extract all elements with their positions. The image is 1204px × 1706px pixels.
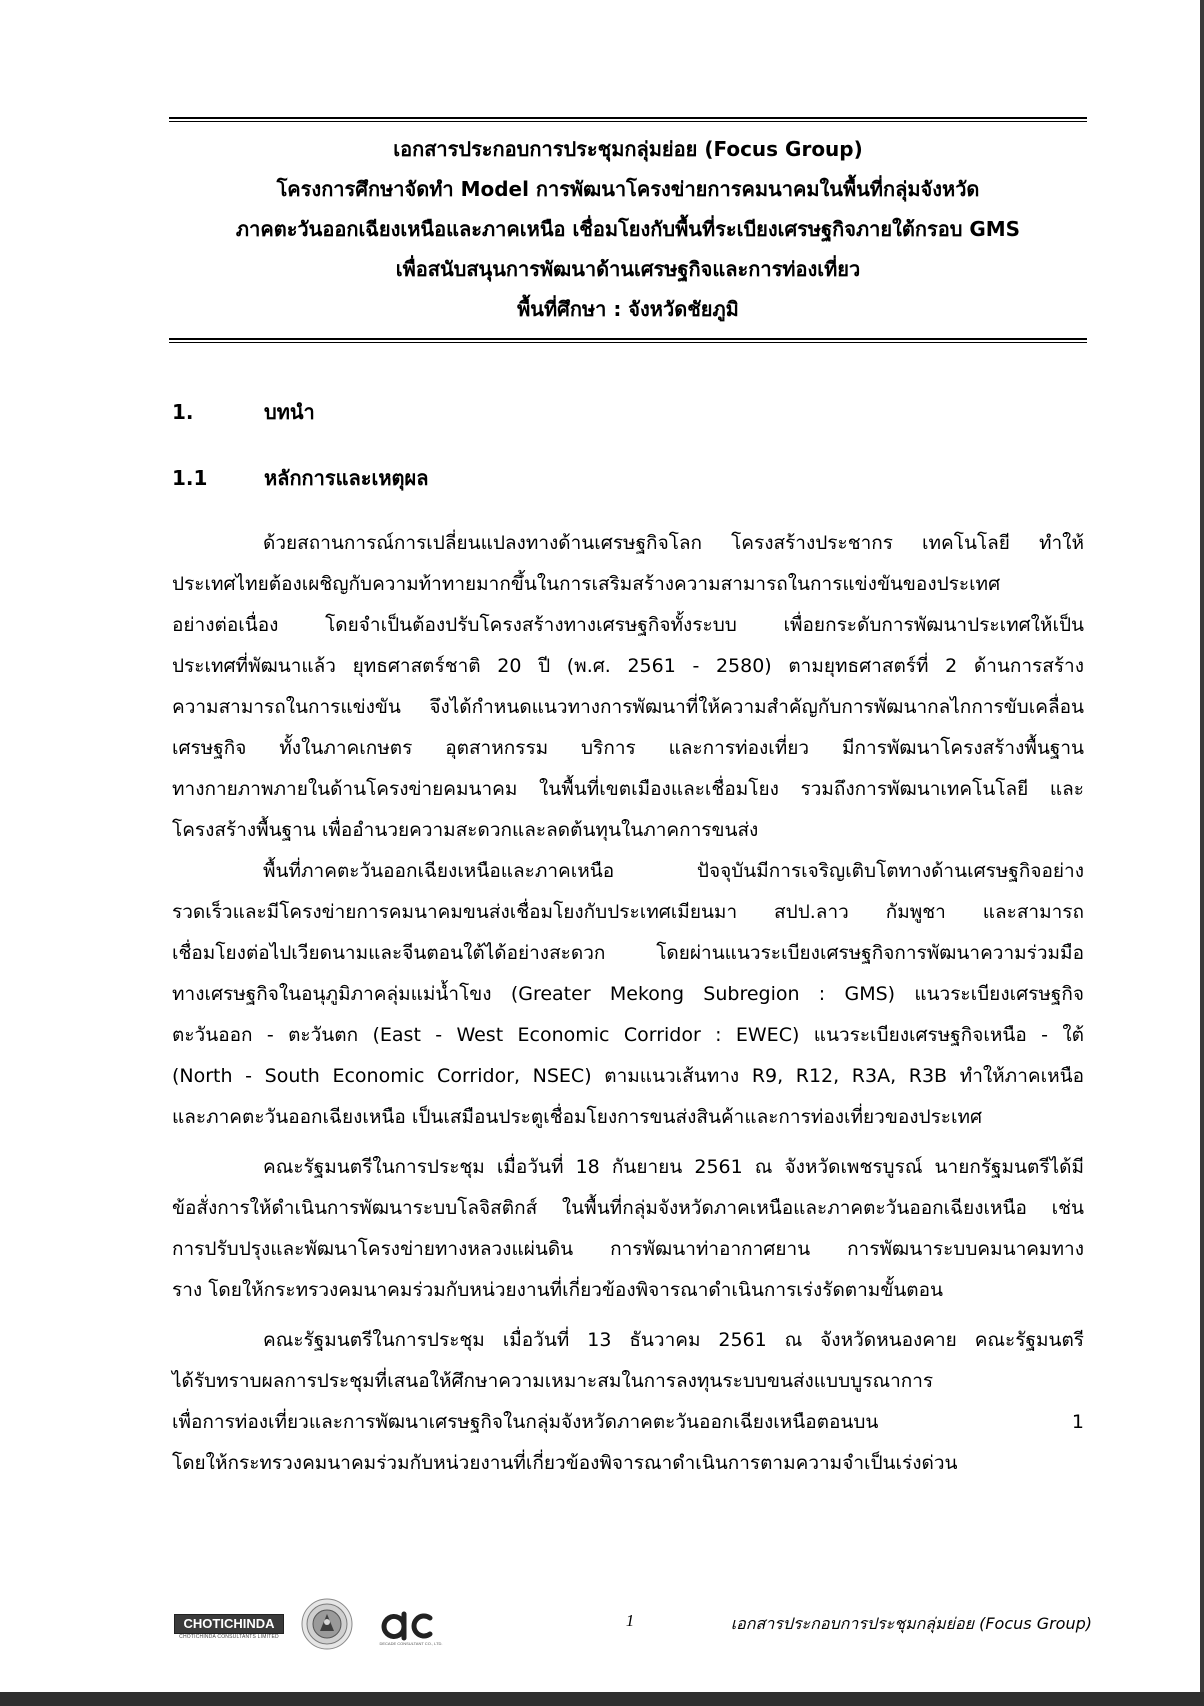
- title-line: เอกสารประกอบการประชุมกลุ่มย่อย (Focus Group): [393, 137, 863, 161]
- paragraph-line: ประเทศที่พัฒนาแล้ว ยุทธศาสตร์ชาติ 20 ปี (พ.ศ. 2561 - 2580) ตามยุทธศาสตร์ที่ 2 ด้านการสร้าง: [172, 655, 1084, 677]
- title-line: โครงการศึกษาจัดทำ Model การพัฒนาโครงข่ายการคมนาคมในพื้นที่กลุ่มจังหวัด: [276, 177, 980, 201]
- title-line: พื้นที่ศึกษา : จังหวัดชัยภูมิ: [517, 297, 739, 321]
- paragraph-line: ราง โดยให้กระทรวงคมนาคมร่วมกับหน่วยงานที่เกี่ยวข้องพิจารณาดำเนินการเร่งรัดตามขั้นตอน: [172, 1279, 944, 1301]
- title-lines: [169, 129, 1087, 329]
- paragraph-line: พื้นที่ภาคตะวันออกเฉียงเหนือและภาคเหนือ ปัจจุบันมีการเจริญเติบโตทางด้านเศรษฐกิจอย่าง: [263, 860, 1084, 882]
- paragraph-line: อย่างต่อเนื่อง โดยจำเป็นต้องปรับโครงสร้างทางเศรษฐกิจทั้งระบบ เพื่อยกระดับการพัฒนาประเทศให้เป็น: [172, 614, 1084, 636]
- paragraph-line: เชื่อมโยงต่อไปเวียดนามและจีนตอนใต้ได้อย่างสะดวก โดยผ่านแนวระเบียงเศรษฐกิจการพัฒนาความร่วมมือ: [172, 942, 1084, 964]
- paragraph: [172, 851, 1084, 1138]
- paragraph-line: (North - South Economic Corridor, NSEC) ตามแนวเส้นทาง R9, R12, R3A, R3B ทำให้ภาคเหนือ: [172, 1065, 1084, 1087]
- paragraph: [172, 523, 1084, 851]
- subsection-title: หลักการและเหตุผล: [264, 466, 429, 490]
- paragraph-line: เพื่อการท่องเที่ยวและการพัฒนาเศรษฐกิจในกลุ่มจังหวัดภาคตะวันออกเฉียงเหนือตอนบน 1: [172, 1411, 1084, 1433]
- page-number: 1: [625, 1611, 635, 1630]
- paragraph-line: โดยให้กระทรวงคมนาคมร่วมกับหน่วยงานที่เกี่ยวข้องพิจารณาดำเนินการตามความจำเป็นเร่งด่วน: [172, 1452, 958, 1474]
- decade-consultant-logo: [378, 1610, 444, 1650]
- paragraph-line: โครงสร้างพื้นฐาน เพื่ออำนวยความสะดวกและลดต้นทุนในภาคการขนส่ง: [172, 819, 759, 841]
- section-heading: [172, 396, 315, 428]
- page-edge-bottom: [0, 1692, 1204, 1706]
- paragraph-line: การปรับปรุงและพัฒนาโครงข่ายทางหลวงแผ่นดิน การพัฒนาท่าอากาศยาน การพัฒนาระบบคมนาคมทาง: [172, 1238, 1084, 1260]
- paragraph-line: ทางกายภาพภายในด้านโครงข่ายคมนาคม ในพื้นที่เขตเมืองและเชื่อมโยง รวมถึงการพัฒนาเทคโนโลยี และ: [172, 778, 1084, 800]
- title-line: เพื่อสนับสนุนการพัฒนาด้านเศรษฐกิจและการท่องเที่ยว: [395, 257, 861, 281]
- paragraph-line: เศรษฐกิจ ทั้งในภาคเกษตร อุตสาหกรรม บริการ และการท่องเที่ยว มีการพัฒนาโครงสร้างพื้นฐาน: [172, 737, 1084, 759]
- paragraph-line: ทางเศรษฐกิจในอนุภูมิภาคลุ่มแม่น้ำโขง (Greater Mekong Subregion : GMS) แนวระเบียงเศรษฐกิจ: [172, 983, 1084, 1005]
- section-number: 1.: [172, 400, 194, 424]
- paragraph-line: รวดเร็วและมีโครงข่ายการคมนาคมขนส่งเชื่อมโยงกับประเทศเมียนมา สปป.ลาว กัมพูชา และสามารถ: [172, 901, 1084, 923]
- subsection-heading: [172, 462, 429, 494]
- paragraph-line: ประเทศไทยต้องเผชิญกับความท้าทายมากขึ้นในการเสริมสร้างความสามารถในการแข่งขันของประเทศ: [172, 573, 1001, 595]
- page-edge-right: [1200, 0, 1204, 1706]
- footer-document-title: เอกสารประกอบการประชุมกลุ่มย่อย (Focus Group): [730, 1614, 1092, 1633]
- title-bottom-rule: [169, 338, 1087, 343]
- paragraph-line: ด้วยสถานการณ์การเปลี่ยนแปลงทางด้านเศรษฐกิจโลก โครงสร้างประชากร เทคโนโลยี ทำให้: [263, 532, 1084, 554]
- paragraph-line: ข้อสั่งการให้ดำเนินการพัฒนาระบบโลจิสติกส์ ในพื้นที่กลุ่มจังหวัดภาคเหนือและภาคตะวันออกเฉียงเหนือ เช่น: [172, 1197, 1084, 1219]
- government-seal-logo: [301, 1598, 353, 1650]
- paragraph-line: คณะรัฐมนตรีในการประชุม เมื่อวันที่ 18 กันยายน 2561 ณ จังหวัดเพชรบูรณ์ นายกรัฐมนตรีได้มี: [263, 1156, 1084, 1178]
- chotichinda-logo: [174, 1614, 284, 1642]
- chotichinda-logo-subtext: CHOTICHINDA CONSULTANTS LIMITED: [179, 1634, 279, 1640]
- section-title: บทนำ: [264, 400, 315, 424]
- title-line: ภาคตะวันออกเฉียงเหนือและภาคเหนือ เชื่อมโยงกับพื้นที่ระเบียงเศรษฐกิจภายใต้กรอบ GMS: [235, 217, 1021, 241]
- paragraph-line: และภาคตะวันออกเฉียงเหนือ เป็นเสมือนประตูเชื่อมโยงการขนส่งสินค้าและการท่องเที่ยวของประเทศ: [172, 1106, 983, 1128]
- decade-consultant-logo-subtext: DECADE CONSULTANT CO., LTD.: [379, 1641, 443, 1646]
- paragraph: [172, 1147, 1084, 1311]
- paragraph-line: ได้รับทราบผลการประชุมที่เสนอให้ศึกษาความเหมาะสมในการลงทุนระบบขนส่งแบบบูรณาการ: [172, 1370, 934, 1392]
- chotichinda-logo-text: CHOTICHINDA: [174, 1614, 284, 1634]
- title-block: [169, 117, 1087, 344]
- paragraph: [172, 1320, 1084, 1484]
- paragraph-line: ความสามารถในการแข่งขัน จึงได้กำหนดแนวทางการพัฒนาที่ให้ความสำคัญกับการพัฒนากลไกการขับเคลื่อน: [172, 696, 1084, 718]
- page-footer: [0, 1595, 1200, 1655]
- paragraph-line: ตะวันออก - ตะวันตก (East - West Economic Corridor : EWEC) แนวระเบียงเศรษฐกิจเหนือ - ใต้: [172, 1024, 1084, 1046]
- paragraph-line: คณะรัฐมนตรีในการประชุม เมื่อวันที่ 13 ธันวาคม 2561 ณ จังหวัดหนองคาย คณะรัฐมนตรี: [263, 1329, 1084, 1351]
- subsection-number: 1.1: [172, 466, 208, 490]
- body-text: [172, 523, 1084, 1484]
- title-top-rule: [169, 117, 1087, 122]
